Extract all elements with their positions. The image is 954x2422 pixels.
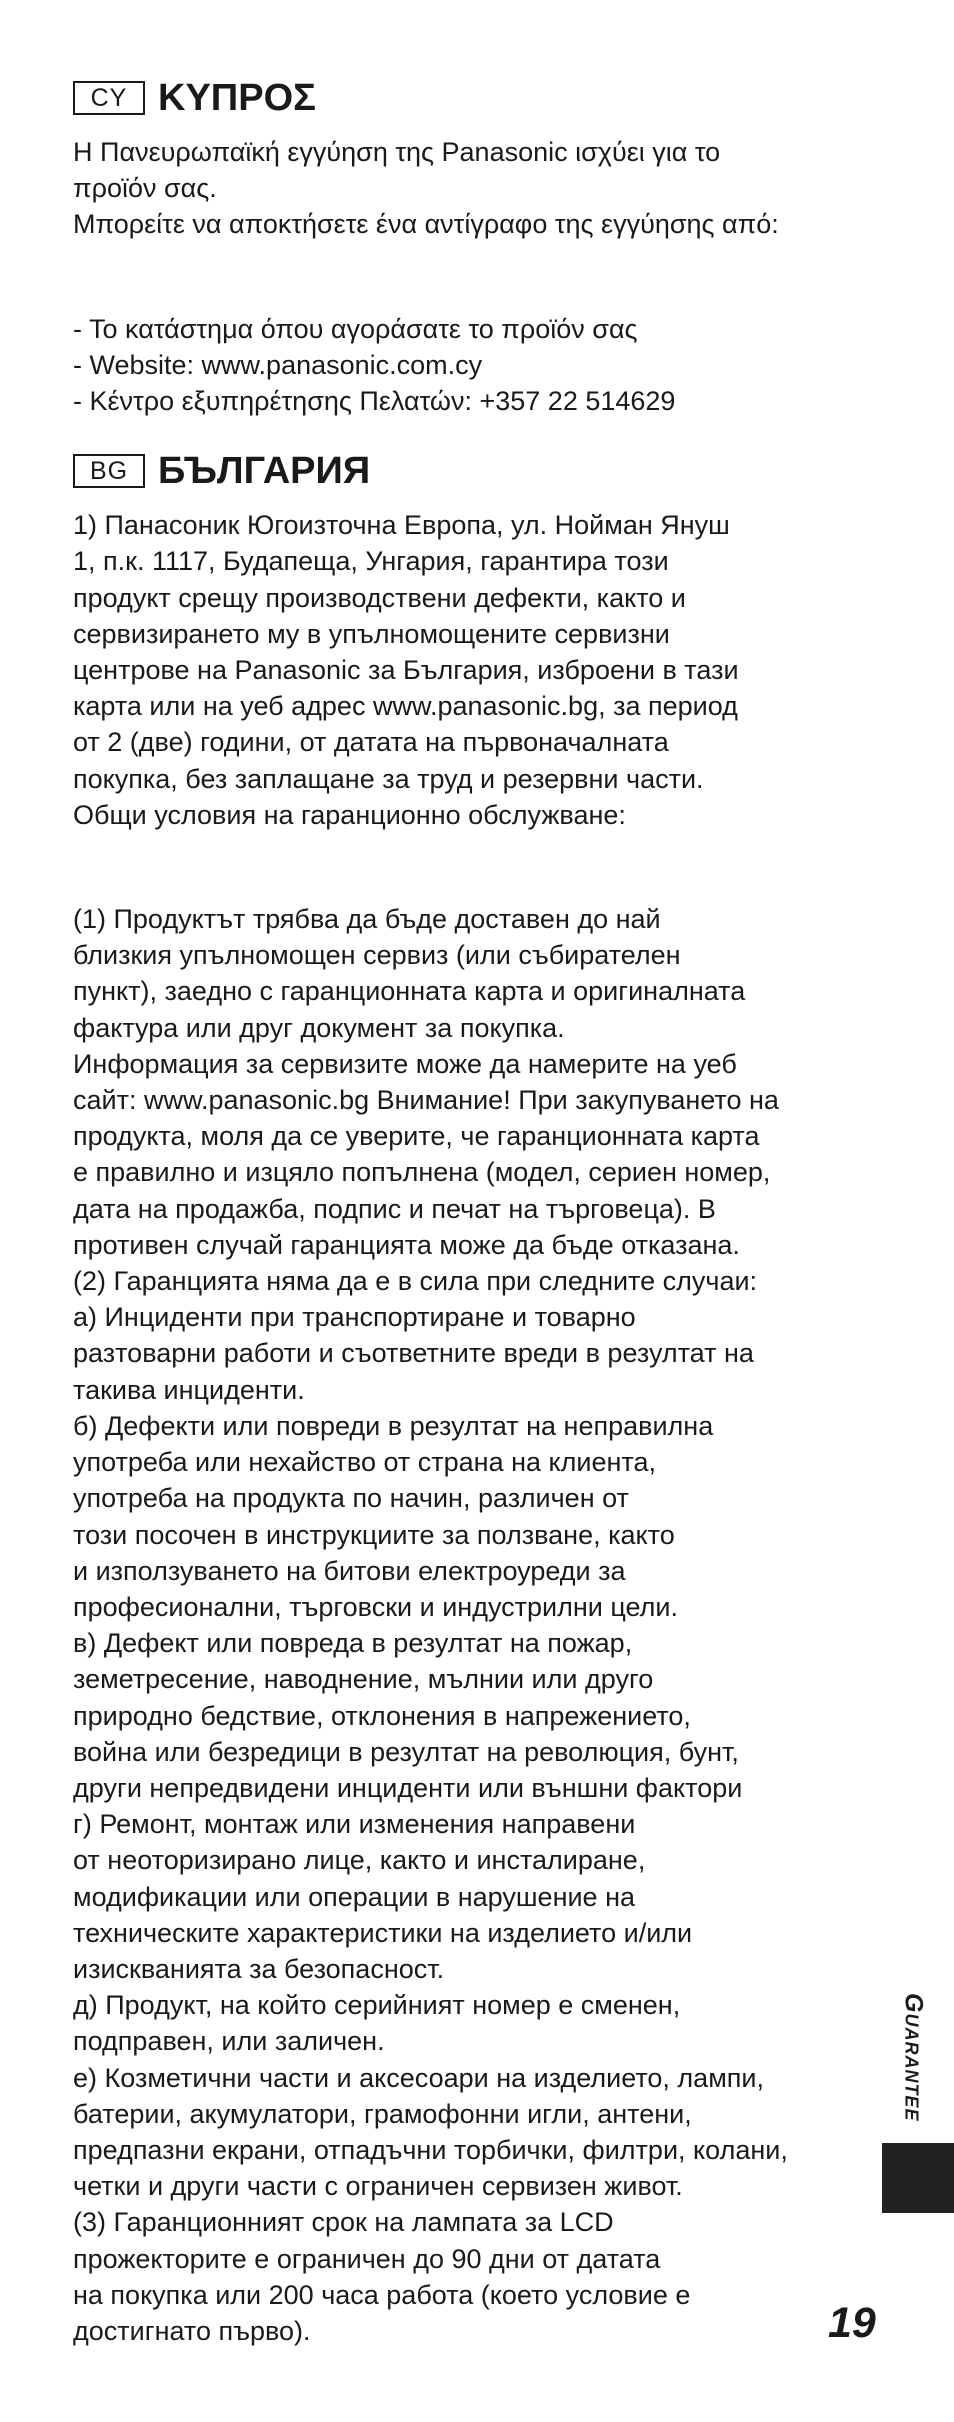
text-line: други непредвидени инциденти или външни фактори <box>73 1772 743 1803</box>
text-line: четки и други части с ограничен сервизен живот. <box>73 2171 683 2202</box>
side-tab-marker <box>882 2143 954 2213</box>
text-line: сайт: www.panasonic.bg Внимание! При закупуването на <box>73 1085 779 1116</box>
section-title: БЪЛГАРИЯ <box>158 450 371 493</box>
section-title: ΚΥΠΡΟΣ <box>158 77 316 119</box>
text-line: в) Дефект или повреда в резултат на пожар, <box>73 1628 633 1659</box>
text-line: центрове на Panasonic за България, изброени в тази <box>73 655 739 686</box>
text-line: а) Инциденти при транспортиране и товарно <box>73 1302 636 1333</box>
text-line: техническите характеристики на изделието и/или <box>73 1917 693 1948</box>
text-line: Η Πανευρωπαϊκή εγγύηση της Panasonic ισχύει για το <box>73 137 721 167</box>
text-line: разтоварни работи и съответните вреди в резултат на <box>73 1338 754 1369</box>
paragraph-gap <box>73 259 878 295</box>
text-line: карта или на уеб адрес www.panasonic.bg, за период <box>73 691 738 722</box>
text-line: продукта, моля да се уверите, че гаранционната карта <box>73 1121 760 1152</box>
text-line: предпазни екрани, отпадъчни торбички, филтри, колани, <box>73 2134 788 2165</box>
section-bulgaria <box>73 445 878 2349</box>
text-line: б) Дефекти или повреди в резултат на неправилна <box>73 1410 714 1441</box>
text-line: професионални, търговски и индустрилни цели. <box>73 1591 678 1622</box>
side-tab-label: Guarantee <box>899 1993 928 2122</box>
text-line: подправен, или заличен. <box>73 2026 385 2057</box>
page-content <box>73 72 878 2349</box>
text-line: природно бедствие, отклонения в напрежението, <box>73 1700 691 1731</box>
text-line: този посочен в инструкциите за ползване, както <box>73 1519 675 1550</box>
text-line: 1) Панасоник Югоизточна Европа, ул. Нойман Януш <box>73 510 730 541</box>
paragraph-gap <box>73 849 878 885</box>
section-header-cyprus <box>73 72 878 124</box>
section-body-bulgaria <box>73 507 878 2349</box>
text-line: д) Продукт, на който серийният номер е сменен, <box>73 1990 681 2021</box>
text-line: и използуването на битови електроуреди за <box>73 1555 626 1586</box>
text-line: на покупка или 200 часа работа (което условие е <box>73 2279 691 2310</box>
text-line: г) Ремонт, монтаж или изменения направени <box>73 1809 636 1840</box>
text-line: от 2 (две) години, от датата на първоначалната <box>73 727 669 758</box>
text-line: сервизирането му в упълномощените сервизни <box>73 618 670 649</box>
text-line: противен случай гаранцията може да бъде отказана. <box>73 1229 740 1260</box>
text-line: модификации или операции в нарушение на <box>73 1881 636 1912</box>
text-line: изискванията за безопасност. <box>73 1953 445 1984</box>
text-line: от неоторизирано лице, както и инсталиране, <box>73 1845 646 1876</box>
text-line: Информация за сервизите може да намерите на уеб <box>73 1048 737 1079</box>
text-line: война или безредици в резултат на революция, бунт, <box>73 1736 739 1767</box>
text-line: употреба на продукта по начин, различен от <box>73 1483 629 1514</box>
text-line: (2) Гаранцията няма да е в сила при следните случаи: <box>73 1266 758 1297</box>
text-line: употреба или нехайство от страна на клиента, <box>73 1447 656 1478</box>
text-line: - Το κατάστημα όπου αγοράσατε το προϊόν σας <box>73 313 638 344</box>
text-line: прожекторите е ограничен до 90 дни от датата <box>73 2243 661 2274</box>
text-line: близкия упълномощен сервиз (или събирателен <box>73 940 681 971</box>
text-line: Μπορείτε να αποκτήσετε ένα αντίγραφο της εγγύησης από: <box>73 209 779 240</box>
text-line: земетресение, наводнение, мълнии или друго <box>73 1664 654 1695</box>
text-line: (3) Гаранционният срок на лампата за LCD <box>73 2207 614 2238</box>
text-line: фактура или друг документ за покупка. <box>73 1012 565 1043</box>
text-line: покупка, без заплащане за труд и резервни части. <box>73 763 704 794</box>
page-number: 19 <box>828 2299 876 2347</box>
text-line: προϊόν σας. <box>73 173 217 204</box>
section-cyprus <box>73 72 878 419</box>
text-line: е) Козметични части и аксесоари на изделието, лампи, <box>73 2062 764 2093</box>
text-line: 1, п.к. 1117, Будапеща, Унгария, гарантира този <box>73 546 669 577</box>
text-line: - Website: www.panasonic.com.cy <box>73 349 483 380</box>
text-line: дата на продажба, подпис и печат на търговеца). В <box>73 1193 716 1224</box>
text-line: продукт срещу производствени дефекти, както и <box>73 582 686 613</box>
text-line: е правилно и изцяло попълнена (модел, сериен номер, <box>73 1157 771 1188</box>
country-code-box: CY <box>73 81 145 115</box>
text-line: - Κέντρο εξυπηρέτησης Πελατών: +357 22 514629 <box>73 386 676 417</box>
section-header-bulgaria <box>73 445 878 497</box>
text-line: достигнато първо). <box>73 2315 311 2346</box>
section-body-cyprus <box>73 134 878 419</box>
text-line: Общи условия на гаранционно обслужване: <box>73 799 626 830</box>
country-code-box: BG <box>73 454 145 488</box>
text-line: батерии, акумулатори, грамофонни игли, антени, <box>73 2098 692 2129</box>
text-line: такива инциденти. <box>73 1374 305 1405</box>
text-line: пункт), заедно с гаранционната карта и оригиналната <box>73 976 746 1007</box>
guarantee-side-tab <box>872 1965 954 2150</box>
text-line: (1) Продуктът трябва да бъде доставен до най <box>73 904 661 935</box>
